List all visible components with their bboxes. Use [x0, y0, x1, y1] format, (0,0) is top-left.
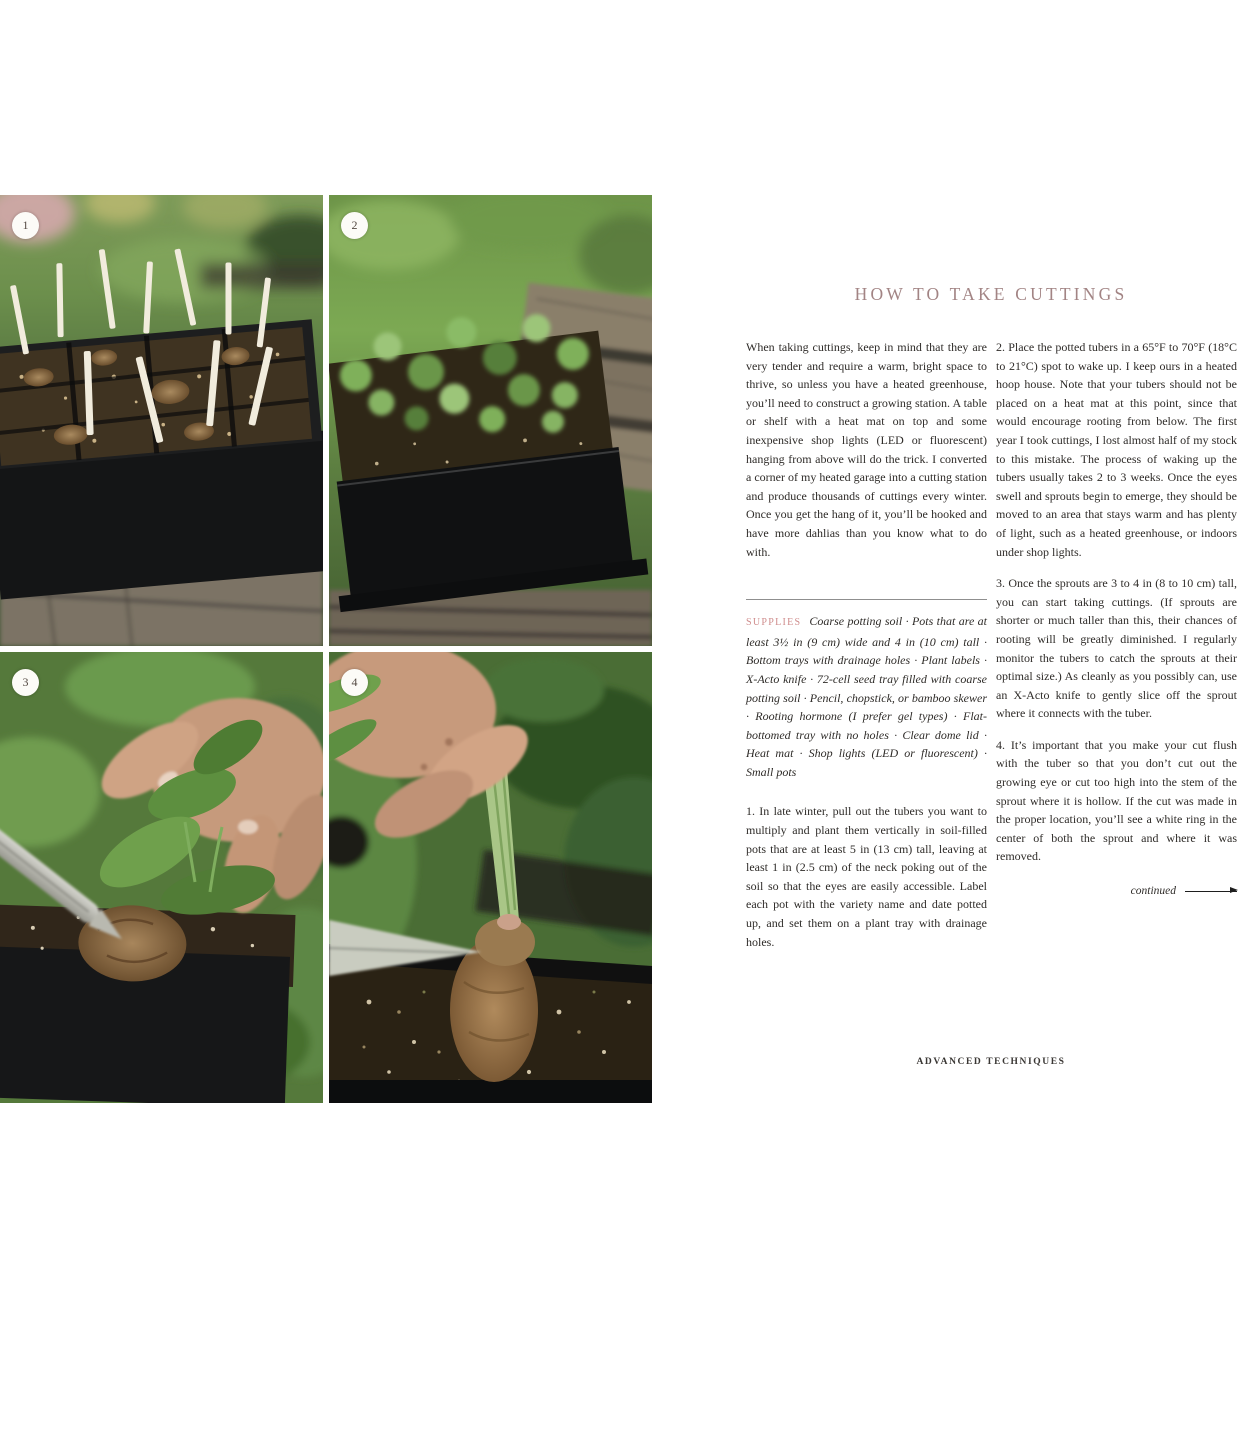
page-title: HOW TO TAKE CUTTINGS: [854, 284, 1128, 304]
continued-indicator: [996, 882, 1237, 901]
right-arrow-icon: [1185, 891, 1237, 892]
photo-step-2-sprouting-tubers: [329, 195, 652, 646]
photo-step-4-removed-cutting: [329, 652, 652, 1103]
photo-3-illustration: [0, 652, 323, 1103]
photo-1-number-badge: 1: [12, 212, 39, 239]
step-2-paragraph: 2. Place the potted tubers in a 65°F to 70°F (18°C to 21°C) spot to wake up. I keep ours in a heated hoop house. Note that your tubers should not be placed on a heat mat at this point, since that would encourage rooting from below. The first year I took cuttings, I lost almost half of my stock to this mistake. The process of waking up the tubers usually takes 2 to 3 weeks. Once the eyes swell and sprouts begin to emerge, they should be moved to an area that stays warm and has plenty of light, such as a heated greenhouse, or indoors under shop lights.: [996, 340, 1237, 559]
photo-1-illustration: [0, 195, 323, 646]
running-footer: ADVANCED TECHNIQUES: [916, 1057, 1066, 1067]
photo-2-number-badge: 2: [341, 212, 368, 239]
supplies-paragraph: [746, 612, 987, 781]
photo-3-number-badge: 3: [12, 669, 39, 696]
photo-step-1-potted-tubers: [0, 195, 323, 646]
supplies-list: Coarse potting soil · Pots that are at least 3½ in (9 cm) wide and 4 in (10 cm) tall · Bottom trays with drainage holes · Plant labels · X-Acto knife · 72-cell seed tray filled with coarse potting soil · Pencil, chopstick, or bamboo skewer · Rooting hormone (I prefer gel types) · Flat-bottomed tray with no holes · Clear dome lid · Heat mat · Shop lights (LED or fluorescent) · Small pots: [746, 614, 987, 779]
text-column-right: [996, 338, 1237, 901]
photo-4-illustration: [329, 652, 652, 1103]
section-divider: [746, 599, 987, 600]
photo-2-illustration: [329, 195, 652, 646]
supplies-label: SUPPLIES: [746, 617, 802, 629]
photo-grid: [0, 195, 652, 1103]
photo-step-3-cutting-sprout: [0, 652, 323, 1103]
step-1-paragraph: 1. In late winter, pull out the tubers you want to multiply and plant them vertically in soil-filled pots that are at least 5 in (13 cm) tall, leaving at least 1 in (2.5 cm) of the neck poking out of the soil so that the eyes are easily accessible. Label each pot with the variety name and date potted up, and set them on a plant tray with drainage holes.: [746, 804, 987, 949]
photo-4-number-badge: 4: [341, 669, 368, 696]
text-column-left: [746, 338, 987, 951]
step-3-paragraph: 3. Once the sprouts are 3 to 4 in (8 to 10 cm) tall, you can start taking cuttings. (If sprouts are shorter or much taller than this, their chances of rooting will be greatly diminished. I regularly monitor the tubers to catch the sprouts at their optimal size.) As cleanly as you possibly can, use an X-Acto knife to gently slice off the sprout where it connects with the tuber.: [996, 576, 1237, 721]
intro-paragraph: When taking cuttings, keep in mind that they are very tender and require a warm, bright space to thrive, so unless you have a heated greenhouse, you’ll need to construct a growing station. A table or shelf with a heat mat on top and some inexpensive shop lights (LED or fluorescent) hanging from above will do the trick. I converted a corner of my heated garage into a cutting station and produce thousands of cuttings every winter. Once you get the hang of it, you’ll be hooked and have more dahlias than you know what to do with.: [746, 340, 987, 559]
continued-label: continued: [1130, 885, 1176, 898]
step-4-paragraph: 4. It’s important that you make your cut flush with the tuber so that you don’t cut out the growing eye or cut too high into the stem of the sprout where it is hollow. If the cut was made in the proper location, you’ll see a white ring in the center of both the sprout and where it was removed.: [996, 737, 1237, 864]
